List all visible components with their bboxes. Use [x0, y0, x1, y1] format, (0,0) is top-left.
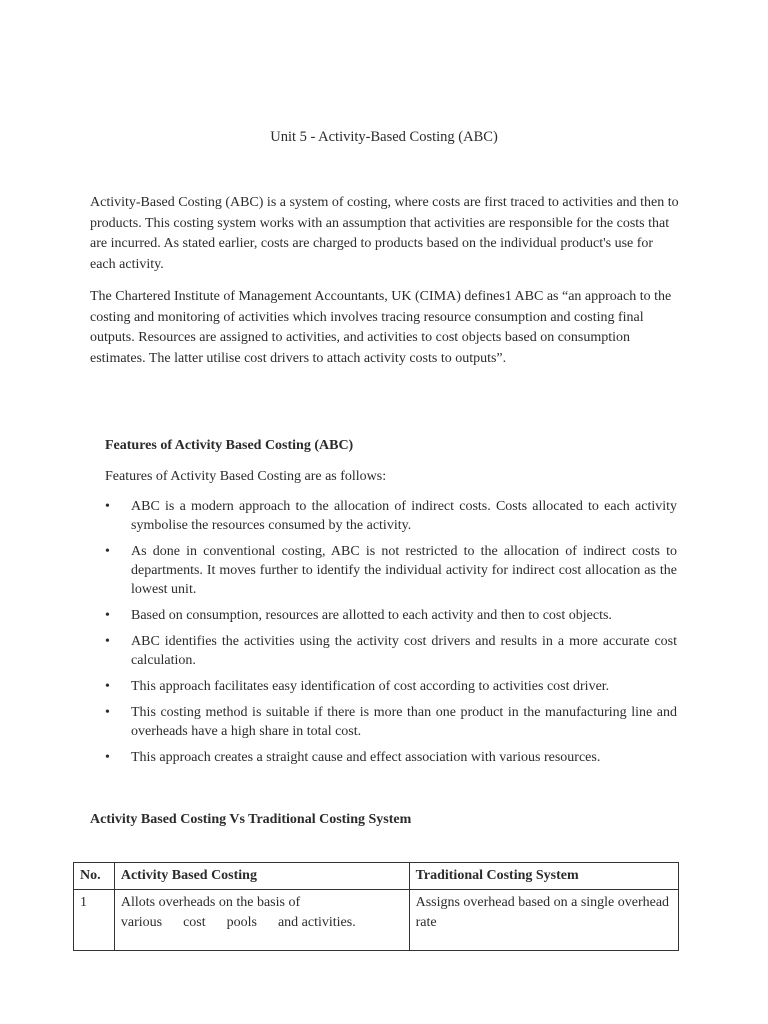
page-title: Unit 5 - Activity-Based Costing (ABC): [270, 129, 498, 145]
feature-text: ABC identifies the activities using the activity cost drivers and results in a more accurate cost calculation.: [131, 634, 677, 668]
bullet-icon: •: [105, 634, 110, 649]
column-header-abc: Activity Based Costing: [114, 863, 409, 890]
features-intro: Features of Activity Based Costing are as follows:: [105, 469, 387, 484]
cima-definition-paragraph: The Chartered Institute of Management Accountants, UK (CIMA) defines1 ABC as “an approach to the costing and monitoring of activities which involves tracing resource consumption and costing final outputs. Resources are assigned to activities, and activities to cost objects based on consumption estimates. The latter utilise cost drivers to attach activity costs to outputs”.: [90, 289, 672, 366]
feature-item: [105, 542, 677, 599]
feature-item: [105, 632, 677, 670]
bullet-icon: •: [105, 608, 110, 623]
cell-traditional: Assigns overhead based on a single overhead rate: [409, 890, 678, 951]
feature-text: As done in conventional costing, ABC is not restricted to the allocation of indirect costs to departments. It moves further to identify the individual activity for indirect cost allocation as the lowest unit.: [131, 544, 677, 597]
cell-abc: Allots overheads on the basis of various cost pools and activities.: [114, 890, 409, 951]
table-row: [74, 890, 679, 951]
feature-text: This approach facilitates easy identification of cost according to activities cost driver.: [131, 679, 610, 694]
feature-text: ABC is a modern approach to the allocation of indirect costs. Costs allocated to each activity symbolise the resources consumed by the activity.: [131, 499, 677, 533]
column-header-traditional: Traditional Costing System: [409, 863, 678, 890]
comparison-heading: Activity Based Costing Vs Traditional Costing System: [90, 812, 412, 827]
features-list: [105, 497, 677, 774]
bullet-icon: •: [105, 750, 110, 765]
bullet-icon: •: [105, 705, 110, 720]
feature-item: [105, 497, 677, 535]
bullet-icon: •: [105, 679, 110, 694]
feature-item: [105, 677, 677, 696]
table-header-row: [74, 863, 679, 890]
feature-text: This approach creates a straight cause and effect association with various resources.: [131, 750, 601, 765]
comparison-table: [73, 862, 679, 951]
feature-text: This costing method is suitable if there is more than one product in the manufacturing line and overheads have a high share in total cost.: [131, 705, 677, 739]
feature-item: [105, 606, 677, 625]
bullet-icon: •: [105, 544, 110, 559]
intro-paragraph: Activity-Based Costing (ABC) is a system of costing, where costs are first traced to activities and then to products. This costing system works with an assumption that activities are responsible for the costs that are incurred. As stated earlier, costs are charged to products based on the individual product's use for each activity.: [90, 195, 679, 272]
features-heading: Features of Activity Based Costing (ABC): [105, 438, 354, 453]
feature-item: [105, 748, 677, 767]
column-header-no: No.: [74, 863, 115, 890]
feature-item: [105, 703, 677, 741]
bullet-icon: •: [105, 499, 110, 514]
cell-no: 1: [74, 890, 115, 951]
feature-text: Based on consumption, resources are allotted to each activity and then to cost objects.: [131, 608, 612, 623]
